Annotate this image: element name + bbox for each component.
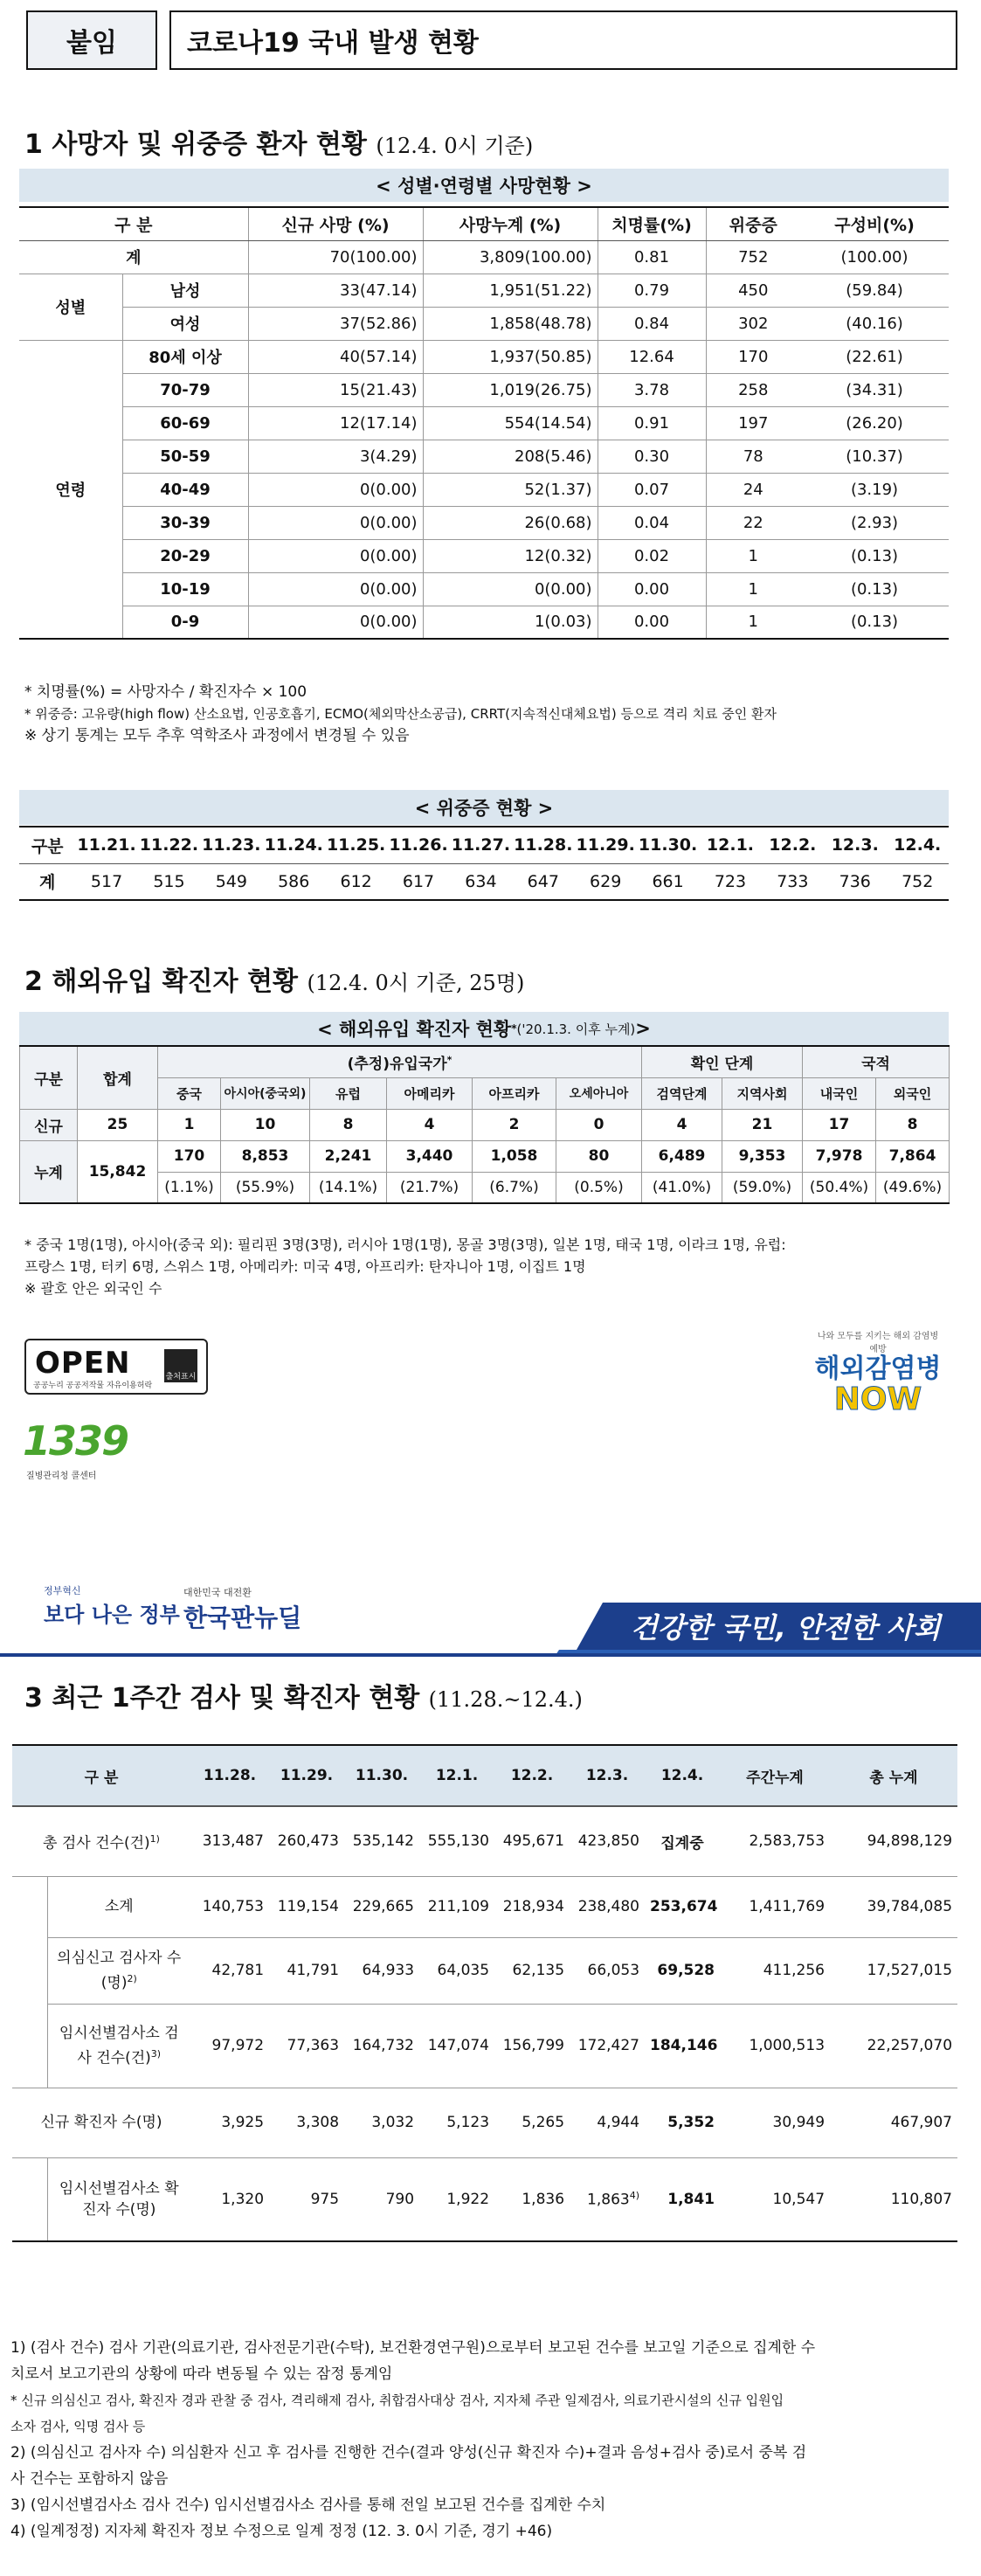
table-row: 임시선별검사소 검사 건수(건)$^{3)}$ 97,972 77,363 164,732 147,074 156,799 172,427 184,146 1,000,513 22,257,070 [12,2004,957,2088]
hotline-logo: 1339 [23,1417,128,1465]
section3-subtitle: (11.28.~12.4.) [428,1687,583,1712]
table-row: 의심신고 검사자 수(명)$^{2)}$ 42,781 41,791 64,933 64,035 62,135 66,053 69,528 411,256 17,527,015 [12,1937,957,2004]
table-row: 50-59 3(4.29) 208(5.46) 0.30 78 (10.37) [19,440,949,473]
attachment-tag: 붙임 [26,10,157,70]
death-table-caption: < 성별·연령별 사망현황 > [19,169,949,202]
hotline-caption: 질병관리청 콜센터 [26,1472,97,1481]
table-row: 20-29 0(0.00) 12(0.32) 0.02 1 (0.13) [19,539,949,572]
table-row: 연령 80세 이상 40(57.14) 1,937(50.85) 12.64 170 (22.61) [19,340,949,373]
table-row: 여성 37(52.86) 1,858(48.78) 0.84 302 (40.16) [19,307,949,340]
col-cum-death: 사망누계 (%) [423,207,598,240]
severe-header-row: 구분 11.21. 11.22. 11.23. 11.24. 11.25. 11.26. 11.27. 11.28. 11.29. 11.30. 12.1. 12.2. 12.3. 12.4. [19,827,949,863]
col-cfr: 치명률(%) [598,207,706,240]
section2-title: 2 해외유입 확진자 현황 (12.4. 0시 기준, 25명) [24,966,525,997]
severe-table [19,826,949,901]
attribution-icon: 출처표시 [164,1349,197,1382]
section2-notes: * 중국 1명(1명), 아시아(중국 외): 필리핀 3명(3명), 러시아 1명(1명), 몽골 3명(3명), 일본 1명, 태국 1명, 이라크 1명, 유럽: 프랑스 1명, 터키 6명, 스위스 1명, 아메리카: 미국 4명, 아프리카: 탄자니아 1명, 이집트 1명 ※ 괄호 안은 외국인 수 [24,1236,786,1297]
table-row: 0-9 0(0.00) 1(0.03) 0.00 1 (0.13) [19,606,949,639]
table-row: (1.1%) (55.9%) (14.1%) (21.7%) (6.7%) (0.5%) (41.0%) (59.0%) (50.4%) (49.6%) [20,1172,950,1203]
test-table [12,1744,957,2242]
death-table-header [19,207,949,240]
section1-notes: * 치명률(%) = 사망자수 / 확진자수 × 100 * 위중증: 고유량(high flow) 산소요법, 인공호흡기, ECMO(체외막산소공급), CRRT(지속적신대체요법) 등으로 격리 치료 중인 환자 ※ 상기 통계는 모두 추후 역학조사 과정에서 변경될 수 있음 [24,683,777,744]
table-row: 60-69 12(17.14) 554(14.54) 0.91 197 (26.20) [19,406,949,440]
table-row: 임시선별검사소 확진자 수(명) 1,320 975 790 1,922 1,836 1,863$^{4)}$ 1,841 10,547 110,807 [12,2157,957,2241]
section3-footnotes: 1) (검사 건수) 검사 기관(의료기관, 검사전문기관(수탁), 보건환경연구원)으로부터 보고된 건수를 보고일 기준으로 집계한 수 치로서 보고기관의 상황에 따라 변동될 수 있는 잠정 통계임 * 신규 의심신고 검사, 확진자 경과 관찰 중 검사, 격리해제 검사, 취합검사대상 검사, 지자체 주관 일제검사, 의료기관시설의 신규 입원입 소자 검사, 익명 검사 등 2) (의심신고 검사자 수) 의심환자 신고 후 검사를 진행한 건수(결과 양성(신규 확진자 수)+결과 음성+검사 중)로서 중복 검 사 건수는 포함하지 않음 3) (임시선별검사소 검사 건수) 임시선별검사소 검사를 통해 전일 보고된 건수를 집계한 수치 4) (일계정정) 지자체 확진자 정보 수정으로 일계 정정 (12. 3. 0시 기준, 경기 +46) [10,2339,816,2540]
col-ratio: 구성비(%) [800,207,949,240]
death-table [19,206,949,640]
sex-group-label: 성별 [19,274,122,340]
severe-value-row: 계 517 515 549 586 612 617 634 647 629 661 723 733 736 752 [19,863,949,900]
overseas-disease-now-logo: 나와 모두를 지키는 해외 감염병 예방 해외감염병 NOW [814,1332,942,1417]
col-severe: 위중증 [706,207,800,240]
table-row: 30-39 0(0.00) 26(0.68) 0.04 22 (2.93) [19,506,949,539]
overseas-table: 구분 합계 (추정)유입국가* 확인 단계 국적 중국 아시아(중국외) 유럽 아메리카 아프리카 오세아니아 검역단계 지역사회 내국인 외국인 신규 25 1 10 8 4 2 0 4 21 17 8 누계 15,842 170 8,853 2,241 3,440 1,058 80 6,489 9,353 7,978 7,864 (1.1%) (55.9%) (14.1%) (21.7%) (6.7%) (0.5%) (41.0%) (59.0%) (50.4%) (49.6%) [19,1045,950,1204]
open-license-logo: OPEN 출처표시 공공누리 공공저작물 자유이용허락 [24,1339,208,1395]
table-row: 신규 25 1 10 8 4 2 0 4 21 17 8 [20,1109,950,1140]
col-gubun: 구 분 [19,207,248,240]
table-row: 성별 남성 33(47.14) 1,951(51.22) 0.79 450 (59.84) [19,274,949,307]
gov-innovation-logo: 정부혁신 보다 나은 정부 [44,1585,180,1627]
table-row: 누계 15,842 170 8,853 2,241 3,440 1,058 80 6,489 9,353 7,978 7,864 [20,1140,950,1172]
section2-subtitle: (12.4. 0시 기준, 25명) [307,971,525,995]
table-row: 40-49 0(0.00) 52(1.37) 0.07 24 (3.19) [19,473,949,506]
section1-title: 1 사망자 및 위중증 환자 현황 (12.4. 0시 기준) [24,129,534,160]
table-row: 계 70(100.00) 3,809(100.00) 0.81 752 (100.00) [19,240,949,274]
table-row: 총 검사 건수(건)$^{1)}$ 313,487 260,473 535,142 555,130 495,671 423,850 집계중 2,583,753 94,898,129 [12,1806,957,1876]
severe-table-caption: < 위중증 현황 > [19,790,949,825]
section1-subtitle: (12.4. 0시 기준) [376,134,534,158]
test-header-row: 구 분 11.28. 11.29. 11.30. 12.1. 12.2. 12.3. 12.4. 주간누계 총 누계 [12,1745,957,1806]
table-row: 70-79 15(21.43) 1,019(26.75) 3.78 258 (34.31) [19,373,949,406]
col-new-death: 신규 사망 (%) [248,207,423,240]
table-row: 10-19 0(0.00) 0(0.00) 0.00 1 (0.13) [19,572,949,606]
age-group-label: 연령 [19,340,122,639]
overseas-table-caption: < 해외유입 확진자 현황 * ('20.1.3. 이후 누계) > [19,1012,949,1045]
section3-title: 3 최근 1주간 검사 및 확진자 현황 (11.28.~12.4.) [24,1683,583,1714]
table-row: 소계 140,753 119,154 229,665 211,109 218,934 238,480 253,674 1,411,769 39,784,085 [12,1876,957,1937]
korean-new-deal-logo: 대한민국 대전환 한국판뉴딜 [183,1587,302,1632]
document-title: 코로나19 국내 발생 현황 [169,10,957,70]
header-origin-country: (추정)유입국가* [158,1046,642,1077]
table-row: 신규 확진자 수(명) 3,925 3,308 3,032 5,123 5,265 4,944 5,352 30,949 467,907 [12,2088,957,2157]
banner-slogan: 건강한 국민, 안전한 사회 [631,1611,941,1645]
